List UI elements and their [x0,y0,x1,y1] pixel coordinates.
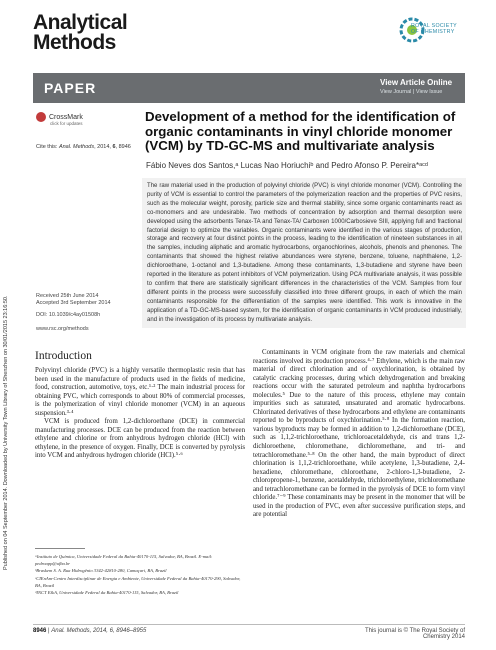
journal-title-line2: Methods [33,31,116,54]
authors: Fábio Neves dos Santos,ᵃ Lucas Nao Horiuchiᵇ and Pedro Afonso P. Pereira*ᵃᶜᵈ [146,161,428,170]
section-label: PAPER [44,80,97,96]
footer-page-info: 8946 | Anal. Methods, 2014, 6, 8946–8955 [33,628,147,634]
crossmark-sub: click for updates [50,121,83,126]
paragraph: Polyvinyl chloride (PVC) is a highly versatile thermoplastic resin that has been used in the manufacture of products used in the fields of medicine, food, construction, automotive, toys, etc.¹·² The main industrial process for obtaining PVC, which corresponds to about 80% of commercial processes, is the polymerization of vinyl chloride monomer (VCM) in an aqueous suspension.³·⁴ [35,367,245,417]
journal-title [33,13,127,53]
introduction-heading: Introduction [35,350,92,362]
body-column-right [253,349,465,520]
doi[interactable]: DOI: 10.1039/c4ay01508h [36,312,101,318]
citation-pages: , 8946 [115,144,131,150]
affiliation: ᵇBraskem S. A. Rua Hidrogênio 3342-42810-280, Camaçari, BA, Brazil [35,568,167,574]
affiliations [35,553,245,596]
body-column-left [35,367,245,461]
article-title: Development of a method for the identification of organic contaminants in vinyl chloride monomer (VCM) by TD-GC-MS and multivariate analysis [145,109,456,153]
affiliation: ᵃInstituto de Química, Universidade Federal da Bahia-40170-115, Salvador, BA, Brazil. E-mail: pedroapp@ufba.br [35,554,213,567]
rsc-logo-icon [396,14,474,58]
citation [36,144,131,150]
footer-copyright: This journal is © The Royal Society of Chemistry 2014 [364,628,465,640]
received-date: Received 25th June 2014 [36,293,99,299]
paragraph: Contaminants in VCM originate from the raw materials and chemical reactions involved its production process.⁴·⁷ Ethylene, which is the main raw material of direct chlorination and of oxychlorination, is obtained by catalytic cracking processes, during which dehydrogenation and breaking reactions occur with the saturated petroleum and naphtha hydrocarbons molecules.⁵ Due to the nature of this process, ethylene may contain impurities such as saturated, unsaturated and aromatic hydrocarbons. Chlorinated derivatives of these hydrocarbons and ethylene are contaminants reported to be byproducts of oxychlorination.⁵·⁸ In the formation reaction, various byproducts may be formed in addition to 1,2-dichloroethane (DCE), such as 1,1,2-trichloroethane, trichloroacetaldehyde, cis and trans 1,2-dichloroethene, chloromethane, dichloromethane, and tri- and tetrachloromethane.⁵·⁸ On the other hand, the main byproduct of direct chlorination is 1,1,2-trichloroethane, while acetylene, 1,3-butadiene, 2,4-hexadiene, chloromethane, chloroethane, 2-chloro-1,3-butadiene, 2-chloropropene-1, benzene, acetaldehyde, trichloroethylene, trichloromethane and tetrachloromethane can be formed in the pyrolysis of DCE to form vinyl chloride.⁷⁻⁹ These contaminants may be present in the monomer that will be used in the production of PVC, even after successive purification steps, and are potential [253,349,465,519]
footnote-divider [35,548,85,549]
citation-prefix: Cite this: [36,144,59,150]
footer-divider [33,624,465,625]
publisher-line2: OF CHEMISTRY [411,29,455,35]
publisher-name [411,23,457,35]
citation-volume: 6 [112,144,116,150]
footer-journal-info: Anal. Methods, 2014, 6, 8946–8955 [51,628,147,634]
accepted-date: Accepted 3rd September 2014 [36,300,111,307]
abstract-text: The raw material used in the production of polyvinyl chloride (PVC) is vinyl chloride monomer (VCM). Controlling the purity of VCM is essential to control the parameters of the polymerization reaction and the properties of PVC resins, such as the molecular weight, porosity, particle size and thermal stability, since some organic contaminants react as co-monomers and are undesirable. Two methods of concentration by adsorption and thermal desorption were developed using the adsorbents Tenax-TA and Tenax-TA/ Carboxen 1000/Carbosieve SIII, applying full and fractional factorial design to optimize the variables. Organic contaminants were identified in the various stages of production, storage and recovery at four distinct points in the process, leading to the identification of nineteen substances in all the samples, including aliphatic and aromatic hydrocarbons, organochlorines, alcohols, phenols and phenones. The contaminants that showed the highest relative abundances were styrene, benzene, toluene, naphthalene, 1,2-dichloroethane, 1-octanol and 1,3-butadiene. Among these contaminants, 1,3-butadiene and styrene have been reported in the literature as potent inhibitors of VCM polymerization. Using PCA multivariate analysis, it was possible to confirm that there are statistically significant differences in the characteristics of the VCM. Samples from four different points in the process were successfully classified into three different groups, in each of which the main contaminants responsible for the differentiation of the samples were identified. This work is innovative in the application of a TD-GC-MS-based system, for the identification of organic contaminants in VCM produced industrially, and in the investigation of its process by multivariate analysis. [147,183,462,323]
crossmark-label: CrossMark [49,113,83,121]
affiliation: ᵈINCT E&A, Universidade Federal da Bahia-40170-115, Salvador, BA, Brazil [35,590,179,596]
publisher-line1: ROYAL SOCIETY [411,23,457,29]
affiliation: ᶜCIEnAm-Centro Interdisciplinar de Energia e Ambiente, Universidade Federal da Bahia-40170-290, Salvador, BA, Brazil [35,575,241,588]
download-notice-text: Published on 04 September 2014. Downloaded by University Town Library of Shenzhen on 30/01/2015 23:16:50. [3,295,9,570]
journal-website-link[interactable]: www.rsc.org/methods [36,326,89,332]
citation-journal: Anal. Methods [58,144,95,150]
citation-year: , 2014, [94,144,113,150]
page-number: 8946 [33,628,47,634]
download-notice [3,110,13,570]
view-article-online-link[interactable]: View Article Online [380,78,453,87]
view-journal-issue-links[interactable]: View Journal | View Issue [380,89,443,95]
crossmark-icon [36,112,46,122]
article-dates [36,293,111,308]
paragraph: VCM is produced from 1,2-dichloroethane (DCE) in commercial manufacturing processes. DCE can be produced from the reaction between ethylene and chlorine or from anhydrous hydrogen chloride (HCl) with ethylene, in the presence of oxygen. Finally, DCE is converted by pyrolysis into VCM and anhydrous hydrogen chloride (HCl).⁵·⁶ [35,418,245,460]
journal-title-line1: Analytical [33,11,128,34]
